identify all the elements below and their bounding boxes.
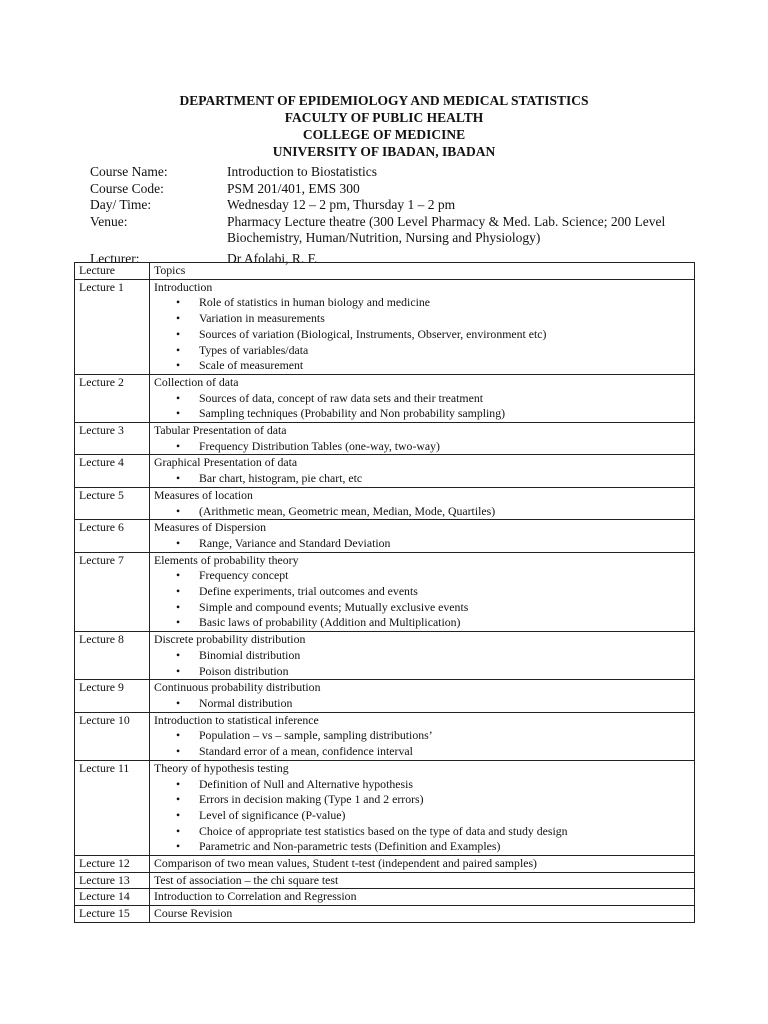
topic-cell [150, 872, 695, 889]
topic-bullet-item: • Poison distribution [154, 664, 694, 680]
venue-value: Pharmacy Lecture theatre (300 Level Pharmacy & Med. Lab. Science; 200 Level Biochemistry, Human/Nutrition, Nursing and Physiology) [227, 213, 666, 245]
document-header [0, 92, 768, 160]
topic-bullet-item: • Basic laws of probability (Addition and Multiplication) [154, 615, 694, 631]
table-row [75, 632, 695, 680]
topic-bullet-list [154, 391, 694, 422]
topic-title: Measures of location [154, 487, 253, 502]
course-code-row [90, 181, 687, 198]
course-name-label: Course Name: [90, 164, 168, 179]
course-name-value: Introduction to Biostatistics [227, 164, 377, 179]
table-row [75, 680, 695, 712]
table-row [75, 279, 695, 374]
table-header-row [75, 263, 695, 280]
topic-bullet-item: • Frequency Distribution Tables (one-way, two-way) [154, 439, 694, 455]
topic-bullet-list [154, 295, 694, 374]
topic-title: Comparison of two mean values, Student t-test (independent and paired samples) [154, 856, 537, 871]
table-row [75, 455, 695, 487]
topic-title: Introduction to Correlation and Regression [154, 889, 357, 904]
topic-cell [150, 712, 695, 760]
lecture-column-header: Lecture [75, 263, 150, 280]
table-row [75, 889, 695, 906]
topic-bullet-item: • Population – vs – sample, sampling distributions’ [154, 728, 694, 744]
topic-bullet-list [154, 777, 694, 856]
lecture-cell: Lecture 6 [75, 520, 150, 552]
topic-bullet-list [154, 471, 694, 487]
table-row [75, 423, 695, 455]
topic-bullet-item: • Sources of variation (Biological, Instruments, Observer, environment etc) [154, 327, 694, 343]
venue-label: Venue: [90, 213, 128, 229]
topics-column-header: Topics [150, 263, 695, 280]
lecture-cell: Lecture 10 [75, 712, 150, 760]
lecture-schedule-table [74, 262, 695, 923]
topic-title: Tabular Presentation of data [154, 423, 287, 438]
department-title: DEPARTMENT OF EPIDEMIOLOGY AND MEDICAL STATISTICS [179, 93, 589, 108]
topic-cell [150, 374, 695, 422]
topic-bullet-item: • Errors in decision making (Type 1 and 2 errors) [154, 792, 694, 808]
topic-title: Discrete probability distribution [154, 632, 306, 647]
topic-title: Theory of hypothesis testing [154, 760, 289, 775]
course-info [90, 164, 687, 267]
topic-bullet-list [154, 439, 694, 455]
lecture-cell: Lecture 3 [75, 423, 150, 455]
faculty-title: FACULTY OF PUBLIC HEALTH [284, 110, 484, 125]
topic-bullet-item: • Types of variables/data [154, 343, 694, 359]
college-title: COLLEGE OF MEDICINE [302, 127, 466, 142]
lecture-cell: Lecture 13 [75, 872, 150, 889]
daytime-row [90, 197, 687, 214]
table-row [75, 906, 695, 923]
topic-bullet-item: • Sampling techniques (Probability and Non probability sampling) [154, 406, 694, 422]
topic-title: Course Revision [154, 906, 233, 921]
topic-bullet-list [154, 568, 694, 631]
topic-bullet-item: • Role of statistics in human biology and medicine [154, 295, 694, 311]
topic-cell [150, 487, 695, 519]
topic-cell [150, 856, 695, 873]
topic-bullet-list [154, 648, 694, 679]
table-row [75, 872, 695, 889]
table-row [75, 760, 695, 855]
topic-title: Introduction to statistical inference [154, 712, 319, 727]
table-row [75, 487, 695, 519]
table-row [75, 712, 695, 760]
topic-cell [150, 423, 695, 455]
lecture-cell: Lecture 7 [75, 552, 150, 632]
topic-cell [150, 760, 695, 855]
university-title: UNIVERSITY OF IBADAN, IBADAN [272, 144, 496, 159]
topic-bullet-item: • Sources of data, concept of raw data sets and their treatment [154, 391, 694, 407]
topic-bullet-item: • (Arithmetic mean, Geometric mean, Median, Mode, Quartiles) [154, 504, 694, 520]
topic-cell [150, 906, 695, 923]
topic-bullet-item: • Parametric and Non-parametric tests (Definition and Examples) [154, 839, 694, 855]
table-row [75, 552, 695, 632]
topic-title: Elements of probability theory [154, 552, 299, 567]
topic-bullet-item: • Range, Variance and Standard Deviation [154, 536, 694, 552]
topic-title: Measures of Dispersion [154, 520, 267, 535]
table-row [75, 374, 695, 422]
lecturer-value: Dr Afolabi, R. F. [227, 250, 318, 266]
table-row [75, 856, 695, 873]
lecture-cell: Lecture 1 [75, 279, 150, 374]
topic-title: Collection of data [154, 374, 239, 389]
topic-bullet-item: • Binomial distribution [154, 648, 694, 664]
lecture-cell: Lecture 11 [75, 760, 150, 855]
lecturer-label: Lecturer: [90, 250, 140, 266]
topic-title: Introduction [154, 279, 213, 294]
topic-cell [150, 680, 695, 712]
topic-bullet-list [154, 504, 694, 520]
lecture-cell: Lecture 8 [75, 632, 150, 680]
course-code-label: Course Code: [90, 180, 164, 196]
topic-bullet-item: • Standard error of a mean, confidence interval [154, 744, 694, 760]
topic-bullet-item: • Variation in measurements [154, 311, 694, 327]
venue-row [90, 214, 687, 247]
topic-title: Test of association – the chi square test [154, 872, 339, 887]
topic-cell [150, 552, 695, 632]
topic-cell [150, 520, 695, 552]
topic-bullet-item: • Scale of measurement [154, 358, 694, 374]
course-name-row [90, 164, 687, 181]
topic-bullet-item: • Level of significance (P-value) [154, 808, 694, 824]
topic-bullet-list [154, 696, 694, 712]
topic-bullet-item: • Bar chart, histogram, pie chart, etc [154, 471, 694, 487]
topic-bullet-item: • Simple and compound events; Mutually exclusive events [154, 600, 694, 616]
schedule-body [75, 263, 695, 923]
lecture-cell: Lecture 5 [75, 487, 150, 519]
topic-cell [150, 889, 695, 906]
lecture-cell: Lecture 2 [75, 374, 150, 422]
topic-bullet-item: • Definition of Null and Alternative hypothesis [154, 777, 694, 793]
lecture-cell: Lecture 15 [75, 906, 150, 923]
lecture-cell: Lecture 4 [75, 455, 150, 487]
course-code-value: PSM 201/401, EMS 300 [227, 180, 360, 196]
topic-bullet-list [154, 728, 694, 759]
topic-title: Continuous probability distribution [154, 680, 321, 695]
lecture-cell: Lecture 12 [75, 856, 150, 873]
topic-bullet-list [154, 536, 694, 552]
topic-cell [150, 279, 695, 374]
topic-cell [150, 632, 695, 680]
topic-cell [150, 455, 695, 487]
topic-bullet-item: • Choice of appropriate test statistics based on the type of data and study design [154, 824, 694, 840]
table-row [75, 520, 695, 552]
daytime-label: Day/ Time: [90, 197, 152, 212]
topic-title: Graphical Presentation of data [154, 455, 298, 470]
topic-bullet-item: • Normal distribution [154, 696, 694, 712]
lecture-cell: Lecture 14 [75, 889, 150, 906]
lecture-cell: Lecture 9 [75, 680, 150, 712]
topic-bullet-item: • Frequency concept [154, 568, 694, 584]
topic-bullet-item: • Define experiments, trial outcomes and events [154, 584, 694, 600]
daytime-value: Wednesday 12 – 2 pm, Thursday 1 – 2 pm [227, 197, 456, 212]
